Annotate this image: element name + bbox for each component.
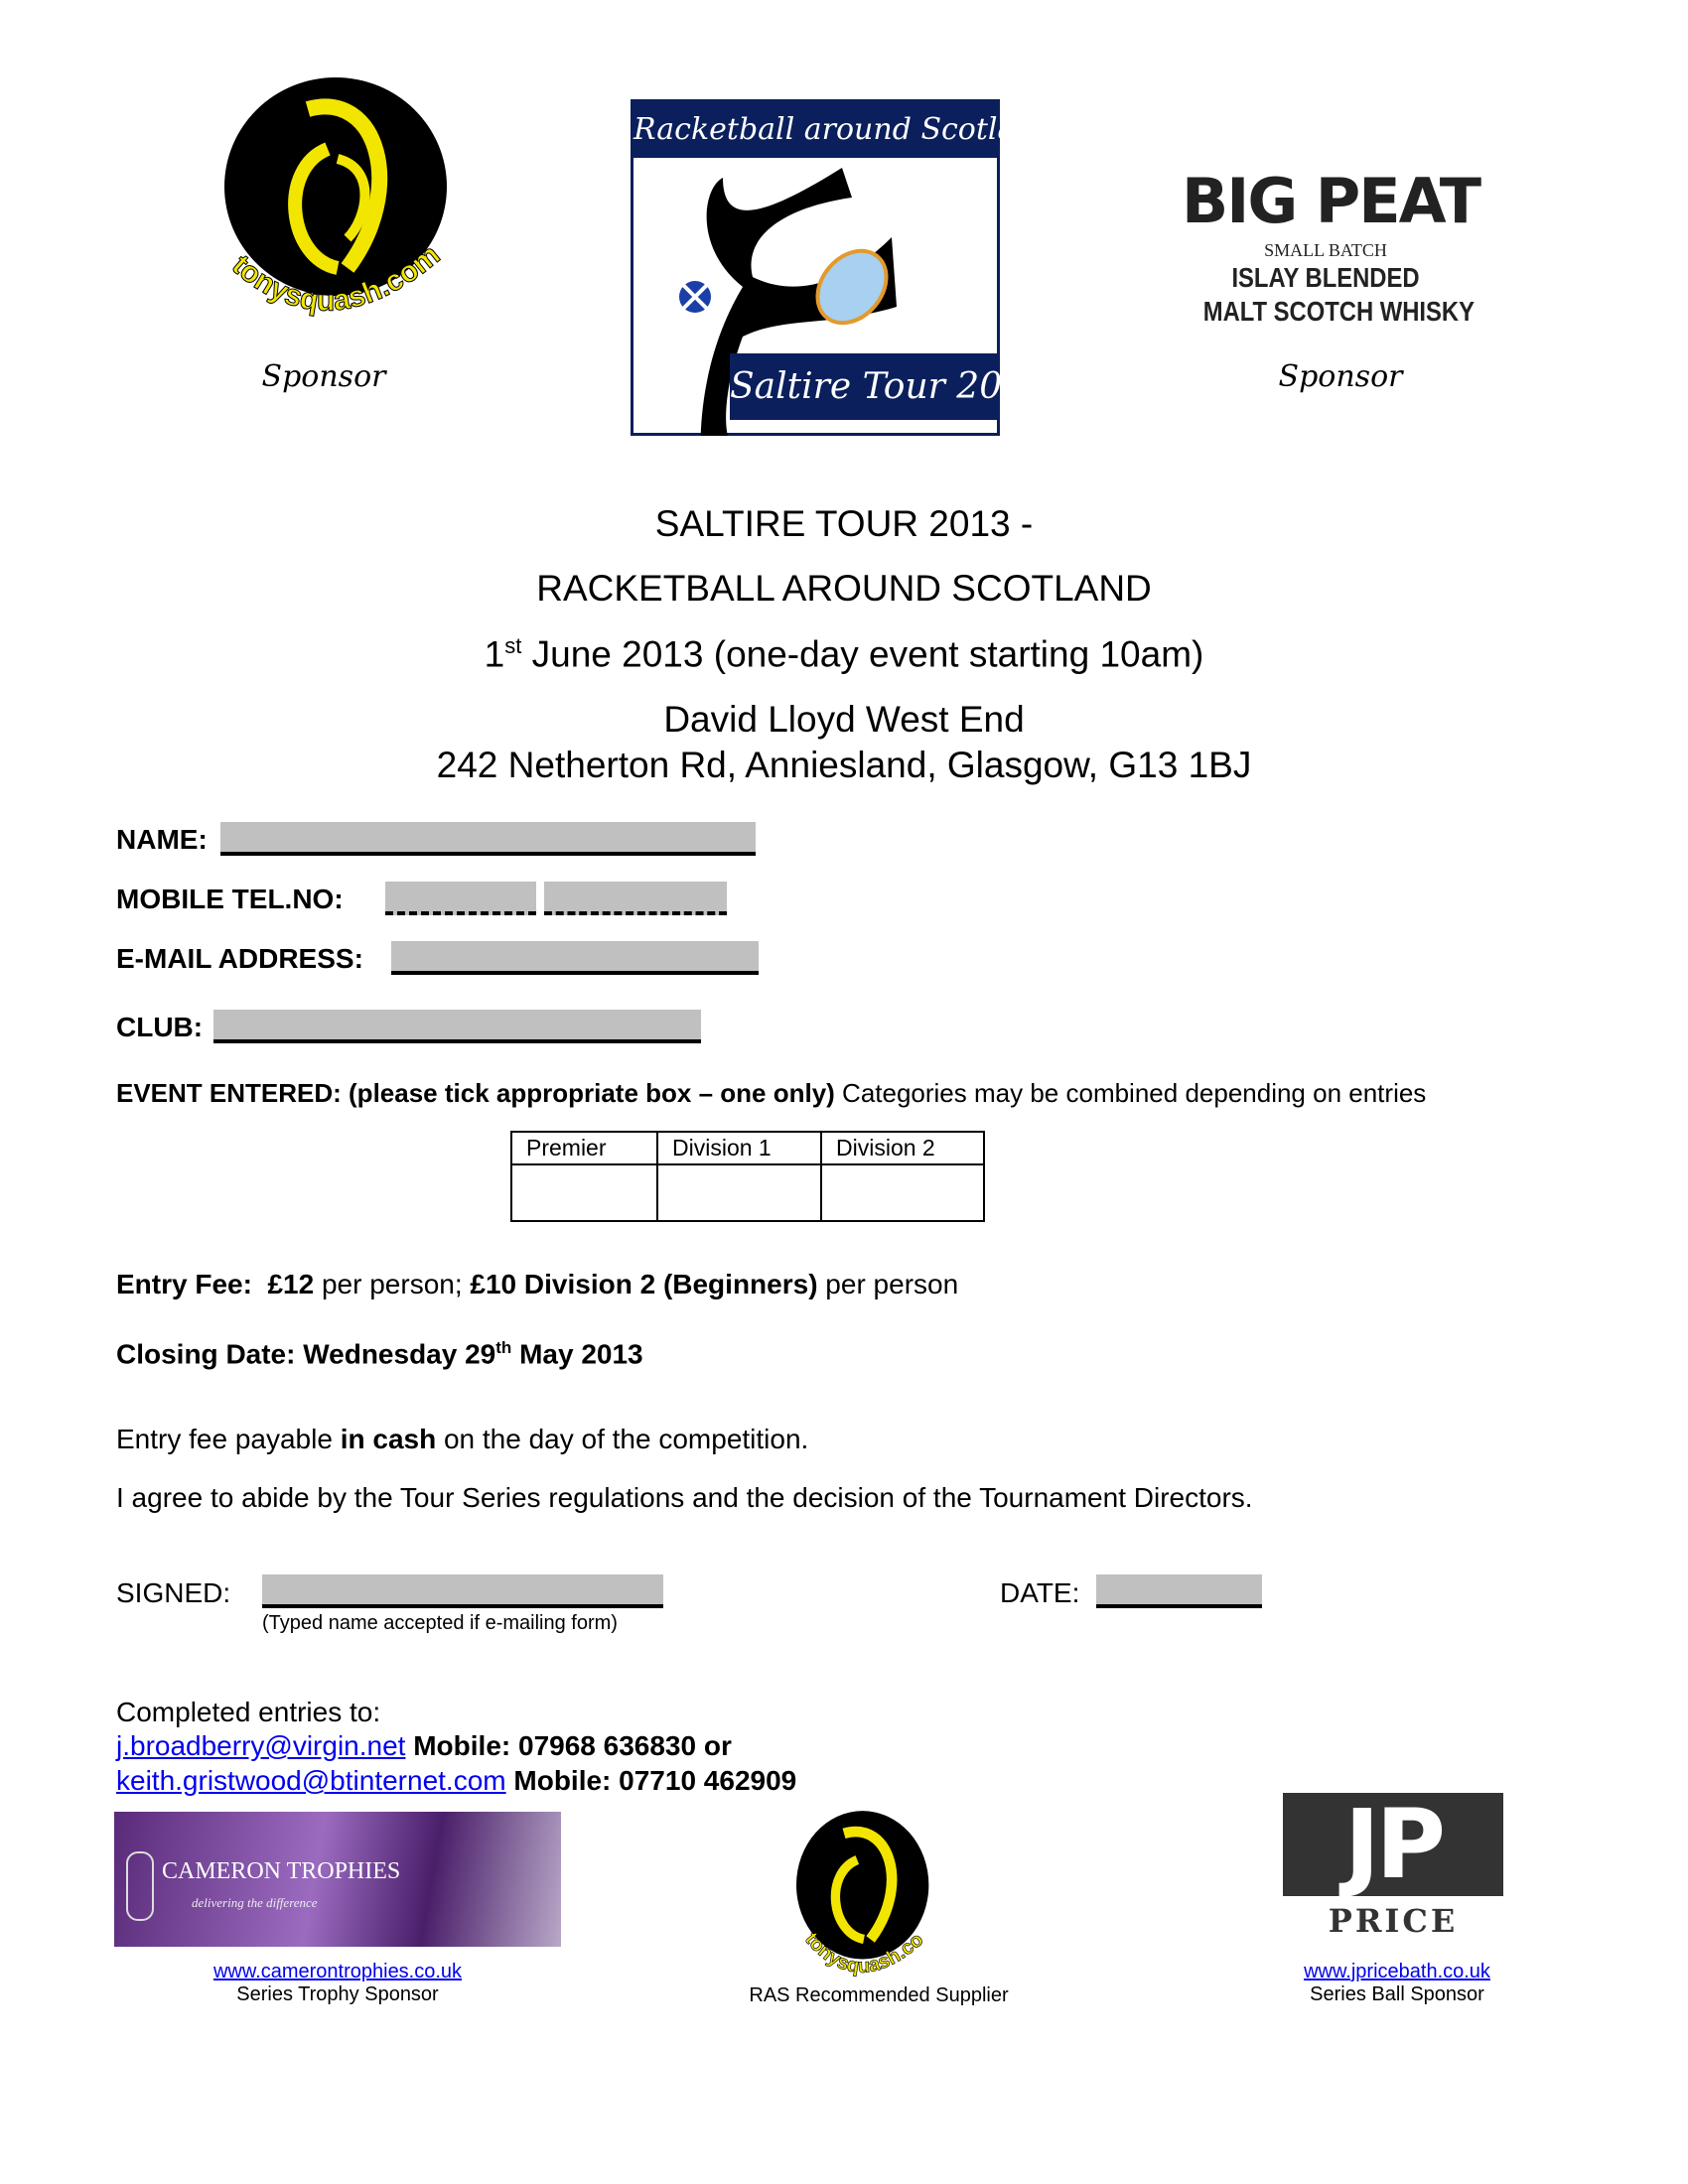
big-peat-small: SMALL BATCH — [1264, 240, 1387, 260]
cameron-link-wrap — [114, 1961, 561, 2006]
agreement-text: I agree to abide by the Tour Series regulations and the decision of the Tournament Directors. — [116, 1482, 1253, 1513]
ras-logo-bottom-text: Saltire Tour 2013 — [730, 353, 999, 420]
closing-a: Closing Date: Wednesday 29 — [116, 1338, 496, 1370]
ras-logo-top-text: Racketball around Scotland — [633, 102, 997, 158]
fee-text-2: per person — [817, 1269, 959, 1299]
heading-line1: SALTIRE TOUR 2013 - — [654, 503, 1034, 544]
big-peat-line3: ISLAY BLENDED — [1231, 262, 1420, 293]
tonysquash-text-small: tonysquash.co — [800, 1928, 928, 1979]
contact-line-2 — [116, 1765, 796, 1797]
contact-line-1 — [116, 1730, 732, 1762]
date-field[interactable] — [1096, 1574, 1262, 1608]
jp-link-wrap — [1213, 1961, 1581, 2006]
jp-letters: JP — [1343, 1793, 1443, 1896]
event-table-header — [511, 1132, 984, 1164]
email-link-broadberry[interactable]: j.broadberry@virgin.net — [116, 1730, 406, 1761]
signed-label: SIGNED: — [116, 1577, 231, 1608]
email-label: E-MAIL ADDRESS: — [116, 943, 363, 974]
payment-note — [116, 1424, 808, 1455]
tonysquash-logo — [218, 69, 457, 347]
name-field[interactable] — [220, 822, 756, 856]
heading-date — [0, 633, 1688, 675]
pay-c: on the day of the competition. — [436, 1424, 809, 1454]
fee-label: Entry Fee: — [116, 1269, 268, 1299]
event-note: Categories may be combined depending on entries — [834, 1078, 1427, 1108]
entry-fee-text — [116, 1269, 958, 1300]
email-field[interactable] — [391, 941, 759, 975]
pay-a: Entry fee payable — [116, 1424, 341, 1454]
tonysquash-text: tonysquash.com — [225, 238, 447, 318]
heading-line2: RACKETBALL AROUND SCOTLAND — [536, 568, 1152, 609]
fee-div2: £10 Division 2 (Beginners) — [470, 1269, 818, 1299]
mobile-field-number[interactable] — [544, 882, 727, 915]
fee-text: per person; — [314, 1269, 471, 1299]
email-link-gristwood[interactable]: keith.gristwood@btinternet.com — [116, 1765, 506, 1796]
contacts-intro: Completed entries to: — [116, 1697, 381, 1727]
date-label: DATE: — [1000, 1577, 1080, 1608]
signature-field[interactable] — [262, 1574, 663, 1608]
cameron-tagline: delivering the difference — [192, 1895, 318, 1910]
name-label: NAME: — [116, 824, 208, 855]
category-division-1: Division 1 — [657, 1132, 821, 1164]
tick-box-division-1[interactable] — [657, 1164, 821, 1221]
jp-role: Series Ball Sponsor — [1310, 1983, 1484, 2005]
cameron-text: CAMERON TROPHIES — [162, 1858, 401, 1884]
closing-date — [116, 1338, 643, 1370]
jp-price-text: PRICE — [1328, 1902, 1459, 1940]
jprice-link[interactable]: www.jpricebath.co.uk — [1304, 1961, 1490, 1982]
tick-box-premier[interactable] — [511, 1164, 657, 1221]
signature-note: (Typed name accepted if e-mailing form) — [262, 1612, 618, 1634]
sponsor-label-left: Sponsor — [261, 359, 386, 394]
event-table-tick-row — [511, 1164, 984, 1221]
event-entered-text — [116, 1078, 1426, 1109]
venue-address: 242 Netherton Rd, Anniesland, Glasgow, G13 1BJ — [436, 745, 1252, 785]
event-table — [510, 1131, 985, 1222]
mobile-field-prefix[interactable] — [385, 882, 536, 915]
date-rest: June 2013 (one-day event starting 10am) — [521, 633, 1204, 675]
fee-amount: £12 — [267, 1269, 315, 1299]
mobile-1: Mobile: 07968 636830 or — [405, 1730, 732, 1761]
mobile-label: MOBILE TEL.NO: — [116, 884, 344, 914]
closing-sup: th — [495, 1338, 512, 1357]
venue-name: David Lloyd West End — [663, 699, 1025, 740]
tonysquash-logo-small — [784, 1807, 943, 1980]
ras-logo — [631, 99, 1054, 436]
big-peat-title: BIG PEAT — [1182, 165, 1480, 237]
category-division-2: Division 2 — [821, 1132, 984, 1164]
mobile-2: Mobile: 07710 462909 — [505, 1765, 797, 1796]
pay-b: in cash — [340, 1424, 437, 1454]
cameron-trophies-link[interactable]: www.camerontrophies.co.uk — [212, 1961, 463, 1982]
event-label: EVENT ENTERED: (please tick appropriate box – one only) — [116, 1078, 835, 1108]
trophy-icon — [126, 1851, 154, 1921]
jp-price-logo — [1283, 1793, 1503, 1942]
closing-b: May 2013 — [511, 1338, 643, 1370]
cameron-trophies-logo — [114, 1812, 561, 1947]
tonysquash-role: RAS Recommended Supplier — [749, 1984, 1009, 2006]
category-premier: Premier — [511, 1132, 657, 1164]
club-field[interactable] — [213, 1010, 701, 1043]
big-peat-line4: MALT SCOTCH WHISKY — [1202, 296, 1475, 327]
cameron-role: Series Trophy Sponsor — [236, 1983, 439, 2005]
date-day: 1 — [484, 633, 505, 675]
sponsor-label-right: Sponsor — [1278, 359, 1403, 394]
tick-box-division-2[interactable] — [821, 1164, 984, 1221]
big-peat-logo — [1182, 164, 1480, 329]
date-sup: st — [504, 633, 522, 658]
club-label: CLUB: — [116, 1012, 204, 1042]
